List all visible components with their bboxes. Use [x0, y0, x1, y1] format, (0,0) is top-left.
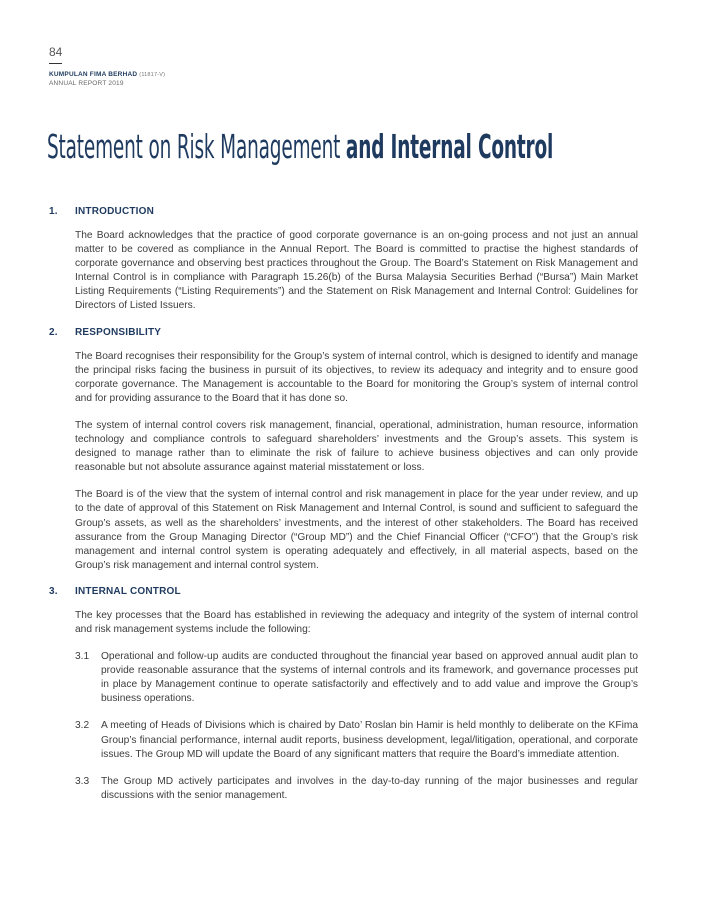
list-item-text: Operational and follow-up audits are conducted throughout the financial year based on approved annual audit plan to provide reasonable assurance that the systems of internal controls and its framework, and governance processes put in place by Management continue to operate satisfactorily and effectively and to add value and improve the Group’s business operations.	[101, 651, 638, 705]
paragraph: The Board acknowledges that the practice of good corporate governance is an on-going process and not just an annual matter to be covered as compliance in the Annual Report. The Board is committed to practise the highest standards of corporate governance and observing best practices throughout the Group. The Board’s Statement on Risk Management and Internal Control is in compliance with Paragraph 15.26(b) of the Bursa Malaysia Securities Berhad (“Bursa”) Main Market Listing Requirements (“Listing Requirements”) and the Statement on Risk Management and Internal Control: Guidelines for Directors of Listed Issuers.	[75, 230, 638, 312]
paragraph: The key processes that the Board has established in reviewing the adequacy and integrity of the system of internal control and risk management systems include the following:	[75, 609, 638, 635]
list-item-text: A meeting of Heads of Divisions which is chaired by Dato’ Roslan bin Hamir is held monthly to deliberate on the KFima Group’s financial performance, internal audit reports, business development, legal/litigation, operational, and corporate issues. The Group MD will update the Board of any significant matters that require the Board’s immediate attention.	[101, 720, 638, 760]
paragraph: The Board is of the view that the system of internal control and risk management in place for the year under review, and up to the date of approval of this Statement on Risk Management and Internal Control, is sound and sufficient to safeguard the Group’s assets, as well as the shareholders’ investments, and the interest of other stakeholders. The Board has received assurance from the Group Managing Director (“Group MD”) and the Chief Financial Officer (“CFO”) that the Group’s risk management and internal control system is operating adequately and effectively, in all material aspects, based on the Group’s risk management and internal control system.	[75, 489, 638, 571]
list-item-number: 3.1	[75, 651, 90, 663]
page-title	[47, 127, 553, 166]
section-number: 1.	[49, 206, 58, 217]
section-title: INTERNAL CONTROL	[75, 585, 181, 597]
document-body	[49, 206, 638, 816]
section-heading	[49, 586, 638, 597]
section-heading	[49, 206, 638, 217]
title-bold: and Internal Control	[345, 127, 554, 166]
section-internal-control	[49, 586, 638, 803]
list-item-text: The Group MD actively participates and involves in the day-to-day running of the major businesses and regular discussions with the senior management.	[101, 775, 638, 801]
section-introduction	[49, 206, 638, 314]
list-item	[75, 650, 638, 706]
section-title: RESPONSIBILITY	[75, 326, 162, 338]
paragraph: The system of internal control covers risk management, financial, operational, administration, human resource, information technology and compliance controls to safeguard shareholders’ investments and the Group’s assets. This system is designed to manage rather than to eliminate the risk of failure to achieve business objectives and can only provide reasonable but not absolute assurance against material misstatement or loss.	[75, 419, 638, 474]
list-item	[75, 719, 638, 761]
list-item	[75, 775, 638, 803]
page-number: 84	[49, 45, 63, 59]
section-title: INTRODUCTION	[75, 206, 155, 217]
section-heading	[49, 327, 638, 338]
header-divider	[49, 63, 62, 64]
section-number: 3.	[49, 585, 58, 597]
company-line	[49, 71, 165, 78]
company-name: KUMPULAN FIMA BERHAD	[49, 71, 138, 78]
company-registration: (11817-V)	[139, 72, 166, 78]
paragraph: The Board recognises their responsibility for the Group’s system of internal control, which is designed to identify and manage the principal risks facing the business in pursuit of its objectives, to review its adequacy and integrity and to ensure good corporate governance. The Management is accountable to the Board for monitoring the Group’s system of internal control and for providing assurance to the Board that it has done so.	[75, 350, 638, 404]
title-light: Statement on Risk Management	[47, 127, 346, 166]
section-number: 2.	[49, 326, 58, 338]
section-responsibility	[49, 327, 638, 573]
list-item-number: 3.3	[75, 775, 90, 787]
list-item-number: 3.2	[75, 720, 90, 732]
report-label: ANNUAL REPORT 2019	[49, 80, 124, 87]
